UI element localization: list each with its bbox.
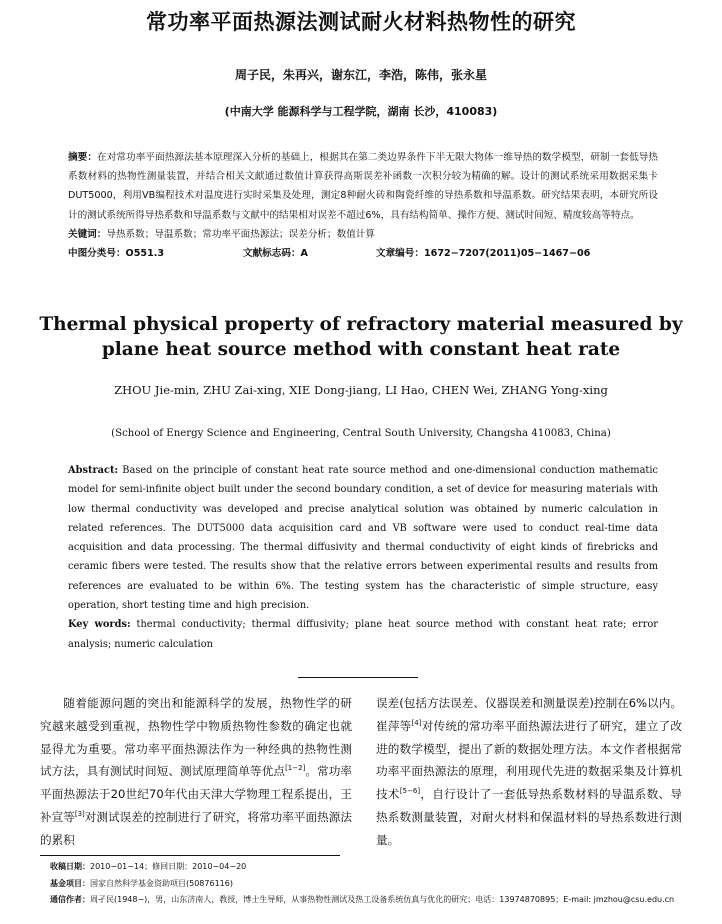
chinese-affiliation: (中南大学 能源科学与工程学院，湖南 长沙，410083)	[224, 105, 498, 118]
citation-ref[interactable]: [3]	[74, 810, 85, 819]
chinese-abstract-label: 摘要：	[68, 152, 98, 163]
document-code: 文献标志码：A	[243, 248, 308, 260]
english-authors: ZHOU Jie-min, ZHU Zai-xing, XIE Dong-jiang, LI Hao, CHEN Wei, ZHANG Yong-xing	[114, 383, 608, 397]
chinese-keywords	[68, 225, 658, 244]
english-title-line1: Thermal physical property of refractory material measured by	[39, 314, 683, 335]
english-keywords-label: Key words:	[68, 619, 131, 631]
section-divider	[298, 677, 418, 678]
english-affiliation: (School of Energy Science and Engineering, Central South University, Changsha 410083, China)	[111, 428, 611, 439]
body-right-text-2: 对传统的常功率平面热源法进行了研究，建立了改进的数学模型，提出了新的数据处理方法。本文作者根据常功率平面热源法的原理，利用现代先进的数据采集及计算机技术	[376, 718, 682, 802]
article-number: 文章编号：1672−7207(2011)05−1467−06	[376, 248, 591, 260]
body-left-text-1: 随着能源问题的突出和能源科学的发展，热物性学的研究越来越受到重视，热物性学中物质热物性参数的确定也就显得尤为重要。常功率平面热源法作为一种经典的热物性测试方法，具有测试时间短、测试原理简单等优点	[40, 696, 352, 779]
citation-ref[interactable]: [1−2]	[285, 764, 306, 773]
chinese-authors: 周子民，朱再兴，谢东江，李浩，陈伟，张永星	[234, 68, 487, 82]
citation-ref[interactable]: [5−6]	[399, 787, 421, 796]
fund-label: 基金项目：	[50, 878, 90, 888]
english-abstract-block	[68, 461, 658, 654]
class-number: 中图分类号：O551.3	[68, 248, 165, 260]
corr-text: 周孑民(1948−)，男，山东济南人，教授，博士生导师，从事热物性测试及热工设备系统仿真与优化的研究；电话：13974870895；E-mail: jmzhou@csu.edu.cn	[90, 895, 675, 904]
footnote	[50, 859, 690, 909]
citation-ref[interactable]: [4]	[411, 718, 422, 727]
corr-label: 通信作者：	[50, 895, 90, 904]
english-keywords	[68, 615, 658, 654]
received-label: 收稿日期：	[50, 862, 90, 871]
english-abstract-text: Based on the principle of constant heat rate source method and one-dimensional conduction mathematic model for semi-infinite object built under the second boundary condition, a set of device for measuring materials with low thermal conductivity was developed and precise analytical solution was obtained by numeric calculation in related references. The DUT5000 data acquisition card and VB software were used to conduct real-time data acquisition and data processing. The thermal diffusivity and thermal conductivity of eight kinds of firebricks and ceramic fibers were tested. The results show that the relative errors between experimental results and results from references are evaluated to be within 6%. The testing system has the characteristic of simple structure, easy operation, short testing time and high precision.	[68, 465, 658, 612]
chinese-abstract-text: 在对常功率平面热源法基本原理深入分析的基础上，根据其在第二类边界条件下半无限大物体一维导热的数学模型，研制一套低导热系数材料的热物性测量装置，并结合相关文献通过数值计算获得高斯误差补函数一次积分较为精确的解。设计的测试系统采用数据采集卡DUT5000，利用VB编程技术对温度进行实时采集及处理，测定8种耐火砖和陶瓷纤维的导热系数和导温系数。研究结果表明，本研究所设计的测试系统所得导热系数和导温系数与文献中的结果相对误差不超过6%，具有结构简单、操作方便、测试时间短、精度较高等特点。	[68, 152, 659, 221]
chinese-title: 常功率平面热源法测试耐火材料热物性的研究	[146, 10, 576, 34]
body-right-text-1: 误差(包括方法误差、仪器误差和测量误差)控制在6%以内。崔萍等	[376, 696, 682, 733]
english-abstract-label: Abstract:	[68, 465, 119, 476]
received-text: 2010−01−14；修回日期：2010−04−20	[90, 862, 247, 871]
fund-project	[50, 876, 690, 893]
classification-row	[68, 244, 658, 263]
body-left-text-3: 对测试误差的控制进行了研究，将常功率平面热源法的累积	[40, 809, 352, 847]
chinese-keywords-text: 导热系数；导温系数；常功率平面热源法；误差分析；数值计算	[106, 228, 375, 240]
chinese-abstract	[68, 148, 658, 225]
chinese-abstract-block	[68, 148, 658, 263]
english-keywords-text: thermal conductivity; thermal diffusivity; plane heat source method with constant heat rate; error analysis; numeric calculation	[68, 619, 658, 650]
fund-text: 国家自然科学基金资助项目(50876116)	[90, 878, 233, 888]
body-right-text-3: ，自行设计了一套低导热系数材料的导温系数、导热系数测量装置，对耐火材料和保温材料的导热系数进行测量。	[376, 787, 682, 847]
corresponding-author	[50, 892, 690, 909]
body-right-column	[376, 692, 682, 852]
english-title-line2: plane heat source method with constant heat rate	[101, 339, 621, 360]
chinese-keywords-label: 关键词：	[68, 228, 107, 240]
body-left-text-2: 。常功率平面热源法于20世纪70年代由天津大学物理工程系提出，王补宣等	[40, 764, 352, 824]
footnote-rule	[40, 855, 340, 856]
english-title	[0, 312, 722, 362]
english-abstract	[68, 461, 658, 615]
body-left-column	[40, 692, 352, 852]
received-date	[50, 859, 690, 876]
